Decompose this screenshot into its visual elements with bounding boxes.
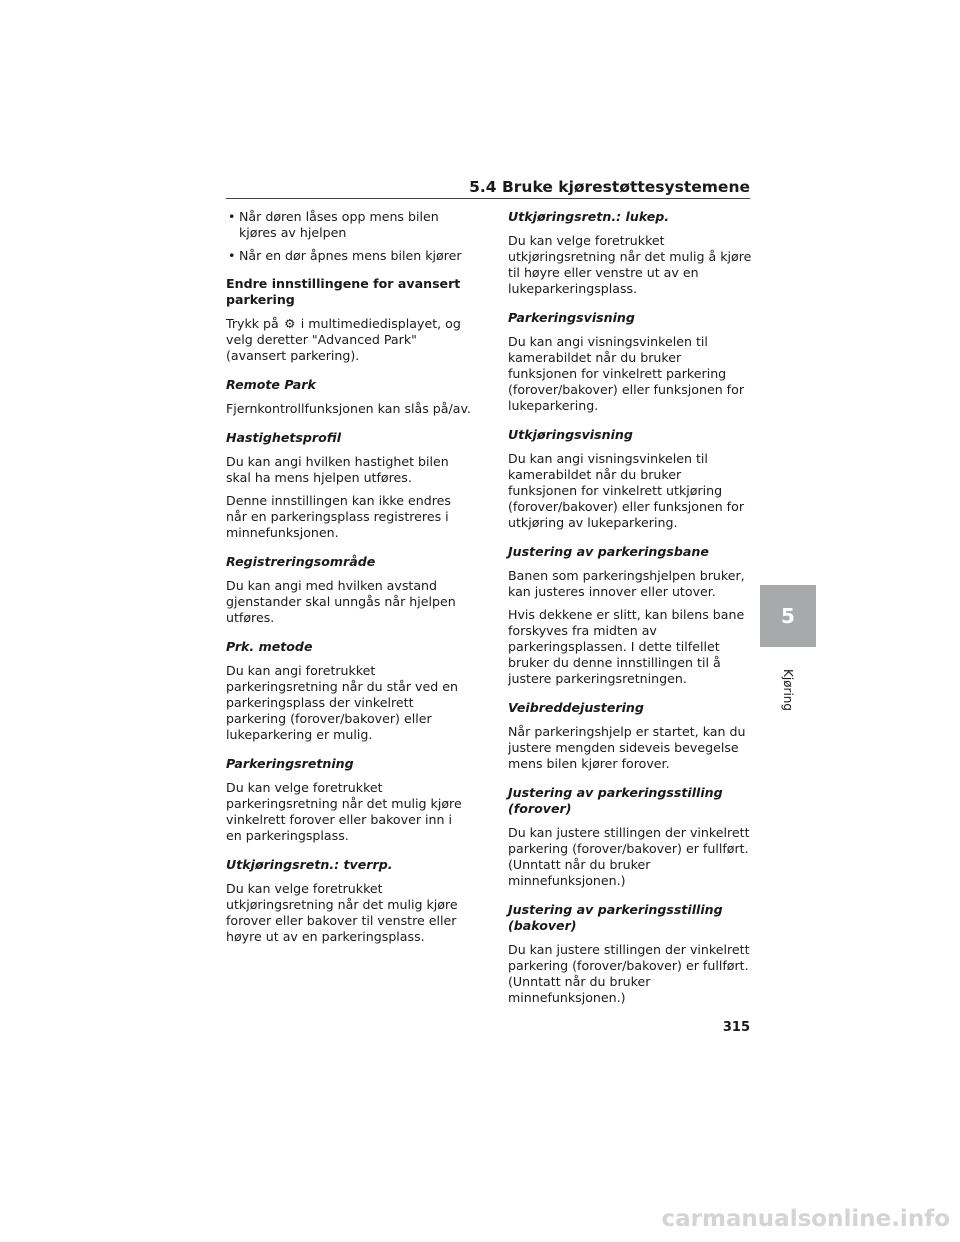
section-paragraph: Du kan justere stillingen der vinkelrett parkering (forover/bakover) er fullført. (Unntatt når du bruker minnefunksjonen.) <box>508 825 750 888</box>
section-paragraph: Du kan velge foretrukket parkeringsretning når det mulig kjøre vinkelrett forover eller bakover inn i en parkeringsplass. <box>226 780 462 843</box>
section-title: Remote Park <box>226 377 316 392</box>
section-title: Parkeringsretning <box>226 756 354 771</box>
section-title: Veibreddejustering <box>508 700 644 715</box>
section-paragraph: Fjernkontrollfunksjonen kan slås på/av. <box>226 401 471 416</box>
page-number: 315 <box>722 1020 750 1035</box>
bullet-text: Når en dør åpnes mens bilen kjører <box>239 248 462 263</box>
section-paragraph: Du kan angi hvilken hastighet bilen skal ha mens hjelpen utføres. <box>226 454 449 485</box>
instruction-text-after: i multimediedisplayet, og velg deretter "Advanced Park" (avansert parkering). <box>226 316 461 363</box>
bullet-dot: • <box>228 248 236 263</box>
gear-icon: ⚙ <box>284 316 296 331</box>
header-divider <box>226 198 750 199</box>
section-paragraph: Du kan angi med hvilken avstand gjenstander skal unngås når hjelpen utføres. <box>226 578 456 625</box>
settings-instruction <box>226 316 471 364</box>
section-title: Utkjøringsretn.: lukep. <box>508 209 670 224</box>
section-title: Prk. metode <box>226 639 313 654</box>
section-header: 5.4 Bruke kjørestøttesystemene <box>469 178 750 196</box>
section-paragraph: Du kan angi visningsvinkelen til kamerabildet når du bruker funksjonen for vinkelrett parkering (forover/bakover) eller funksjonen for lukeparkering. <box>508 334 744 413</box>
section-title: Justering av parkeringsstilling (bakover) <box>508 902 723 933</box>
section-paragraph: Denne innstillingen kan ikke endres når en parkeringsplass registreres i minnefunksjonen. <box>226 493 451 540</box>
watermark: carmanualsonline.info <box>661 1206 950 1232</box>
section-title: Parkeringsvisning <box>508 310 635 325</box>
bullet-dot: • <box>228 209 236 224</box>
bullet-item <box>226 209 471 241</box>
chapter-tab: 5 <box>760 585 816 647</box>
section-paragraph: Du kan velge foretrukket utkjøringsretning når det mulig kjøre forover eller bakover til venstre eller høyre ut av en parkeringsplass. <box>226 881 458 944</box>
left-column <box>226 209 471 952</box>
section-title: Justering av parkeringsstilling (forover) <box>508 785 723 816</box>
settings-heading: Endre innstillingene for avansert parkering <box>226 276 461 307</box>
section-title: Registreringsområde <box>226 554 376 569</box>
section-paragraph: Du kan angi foretrukket parkeringsretning når du står ved en parkeringsplass der vinkelrett parkering (forover/bakover) eller lukeparkering er mulig. <box>226 663 458 742</box>
section-paragraph: Banen som parkeringshjelpen bruker, kan justeres innover eller utover. <box>508 568 745 599</box>
section-title: Utkjøringsvisning <box>508 427 633 442</box>
bullet-text: Når døren låses opp mens bilen kjøres av hjelpen <box>239 209 439 240</box>
instruction-text-before: Trykk på <box>226 316 279 331</box>
section-title: Justering av parkeringsbane <box>508 544 709 559</box>
section-paragraph: Du kan justere stillingen der vinkelrett parkering (forover/bakover) er fullført. (Unntatt når du bruker minnefunksjonen.) <box>508 942 750 1005</box>
chapter-label-container <box>762 660 814 720</box>
section-paragraph: Når parkeringshjelp er startet, kan du justere mengden sideveis bevegelse mens bilen kjører forover. <box>508 724 746 771</box>
section-title: Utkjøringsretn.: tverrp. <box>226 857 393 872</box>
section-paragraph: Du kan angi visningsvinkelen til kamerabildet når du bruker funksjonen for vinkelrett utkjøring (forover/bakover) eller funksjonen for utkjøring av lukeparkering. <box>508 451 744 530</box>
right-column <box>508 209 753 1013</box>
section-paragraph: Du kan velge foretrukket utkjøringsretning når det mulig å kjøre til høyre eller venstre ut av en lukeparkeringsplass. <box>508 233 752 296</box>
chapter-label: Kjøring <box>780 668 795 712</box>
bullet-item <box>226 248 471 264</box>
section-title: Hastighetsprofil <box>226 430 342 445</box>
section-paragraph: Hvis dekkene er slitt, kan bilens bane forskyves fra midten av parkeringsplassen. I dette tilfellet bruker du denne innstillingen til å justere parkeringsretningen. <box>508 607 745 686</box>
